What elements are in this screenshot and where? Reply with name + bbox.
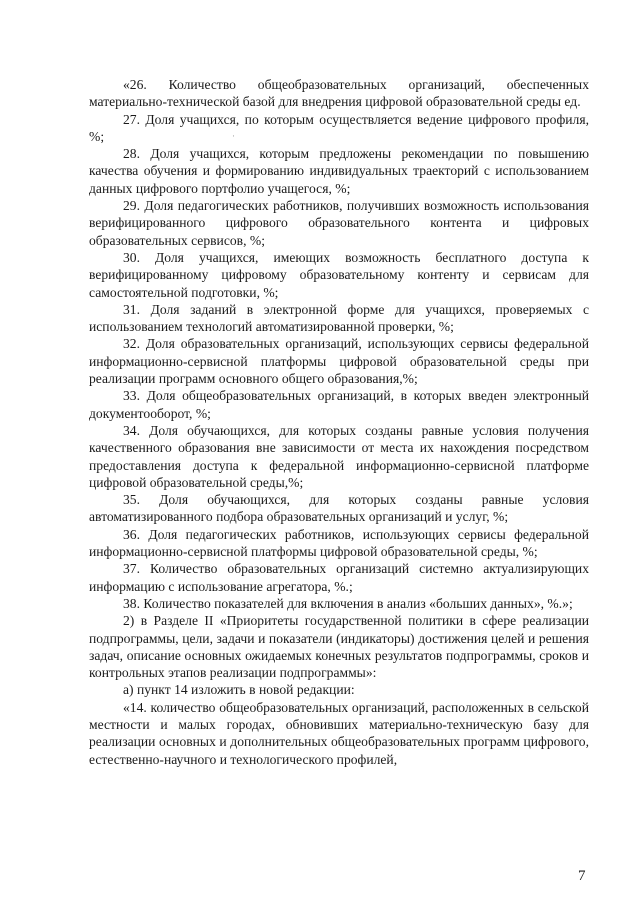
paragraph-37: 37. Количество образовательных организаций системно актуализирующих информацию с использование агрегатора, %.;: [89, 561, 589, 594]
paragraph-26: «26. Количество общеобразовательных организаций, обеспеченных материально-технической базой для внедрения цифровой образовательной среды ед.: [89, 77, 589, 110]
paragraph-31: 31. Доля заданий в электронной форме для учащихся, проверяемых с использованием технологий автоматизированной проверки, %;: [89, 301, 589, 335]
page-number: 7: [578, 868, 586, 884]
paragraph-30: 30. Доля учащихся, имеющих возможность бесплатного доступа к верифицированному цифровому образовательному контенту и сервисам для самостоятельной подготовки, %;: [89, 249, 589, 300]
stray-mark: ·: [232, 131, 235, 141]
paragraph-34: 34. Доля обучающихся, для которых созданы равные условия получения качественного образования вне зависимости от места их нахождения посредством предоставления доступа к федеральной информационно-сервисной платформе цифровой образовательной среды,%;: [89, 422, 589, 490]
paragraph-28: 28. Доля учащихся, которым предложены рекомендации по повышению качества обучения и формированию индивидуальных траекторий с использованием данных цифрового портфолио учащегося, %;: [89, 146, 589, 196]
paragraph-32: 32. Доля образовательных организаций, использующих сервисы федеральной информационно-сервисной платформы цифровой образовательной среды при реализации программ основного общего образования,%;: [89, 336, 589, 387]
paragraph-35: 35. Доля обучающихся, для которых созданы равные условия автоматизированного подбора образовательных организаций и услуг, %;: [89, 492, 589, 525]
paragraph-27: 27. Доля учащихся, по которым осуществляется ведение цифрового профиля, %;: [89, 111, 589, 144]
paragraph-38: 38. Количество показателей для включения в анализ «больших данных», %.»;: [123, 595, 573, 611]
paragraph-item-a: а) пункт 14 изложить в новой редакции:: [123, 682, 355, 698]
paragraph-section-2: 2) в Разделе II «Приоритеты государственной политики в сфере реализации подпрограммы, цели, задачи и показатели (индикаторы) достижения целей и решения задач, описание основных ожидаемых конечных результатов подпрограммы, сроков и контрольных этапов реализации подпрограммы»:: [89, 613, 589, 681]
document-body: [89, 76, 589, 768]
paragraph-36: 36. Доля педагогических работников, использующих сервисы федеральной информационно-сервисной платформы цифровой образовательной среды, %;: [89, 526, 589, 560]
paragraph-14: «14. количество общеобразовательных организаций, расположенных в сельской местности и малых городах, обновивших материально-техническую базу для реализации основных и дополнительных общеобразовательных программ цифрового, естественно-научного и технологического профилей,: [89, 699, 589, 767]
paragraph-29: 29. Доля педагогических работников, получивших возможность использования верифицированного цифрового образовательного контента и цифровых образовательных сервисов, %;: [89, 198, 589, 248]
paragraph-33: 33. Доля общеобразовательных организаций, в которых введен электронный документооборот, %;: [89, 388, 589, 421]
